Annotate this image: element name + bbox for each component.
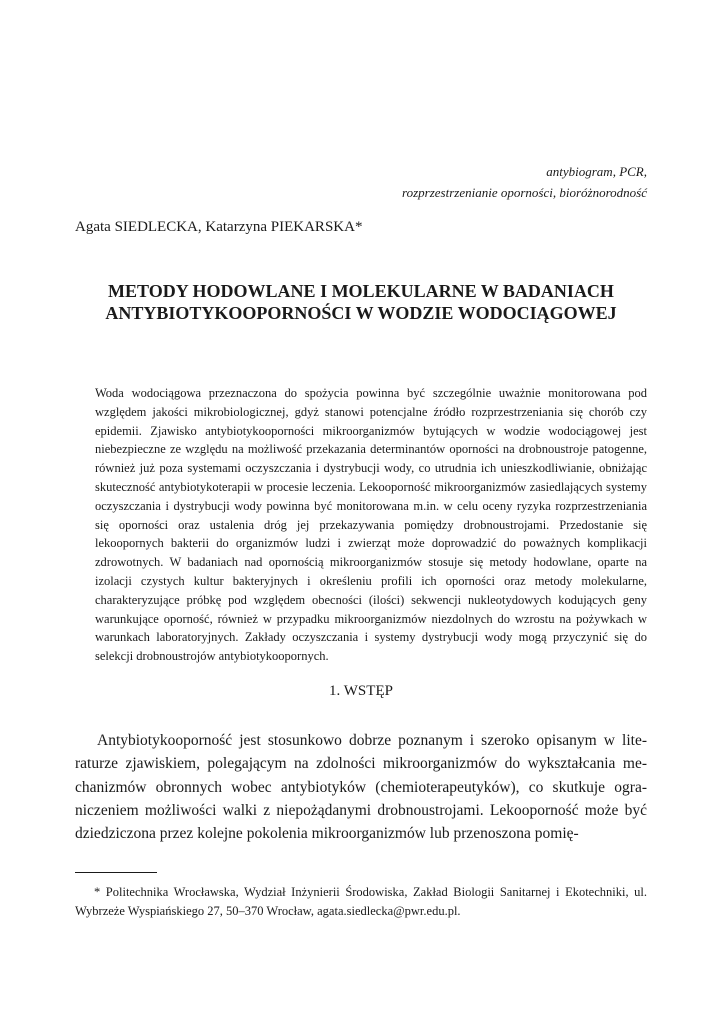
footnote-divider xyxy=(75,872,157,873)
keywords-line-1: antybiogram, PCR, xyxy=(546,164,647,179)
abstract: Woda wodociągowa przeznaczona do spożycia powinna być szczególnie uważnie monitorowana pod względem jakości mikrobiologicznej, gdyż stanowi potencjalne źródło rozprzestrzeniania się chorób czy epidemii. Zjawisko antybiotykooporności mikroorganizmów bytujących w wodzie wodociągowej jest niebezpieczne ze względu na możliwość przekazania determinantów oporności na drobnoustroje patogenne, również już poza systemami oczyszczania i dystrybucji wody, co utrudnia ich unieszkodliwianie, obniżając skuteczność antybiotykoterapii w procesie leczenia. Lekooporność mikroorganizmów zasiedlających systemy oczyszczania i dystrybucji wody powinna być monitorowana m.in. w celu oceny ryzyka rozprzestrzeniania się oporności oraz ustalenia dróg jej przekazywania pomiędzy drobnoustrojami. Przedostanie się lekoopornych bakterii do organizmów ludzi i zwierząt może doprowadzić do poważnych komplikacji zdrowotnych. W badaniach nad opornością mikroorganizmów stosuje się metody hodowlane, oparte na izolacji czystych kultur bakteryjnych i określeniu profili ich oporności oraz metody molekularne, charakteryzujące próbkę pod względem obecności (ilości) sekwencji nukleotydowych kodujących geny warunkujące oporność, również w przypadku mikroorganizmów niezdolnych do wzrostu na pożywkach w warunkach laboratoryjnych. Zakłady oczyszczania i systemy dystrybucji wody mogą przyczynić się do selekcji drobnoustrojów antybiotykoopornych. xyxy=(95,386,647,664)
title-line-1: METODY HODOWLANE I MOLEKULARNE W BADANIACH xyxy=(108,281,614,301)
title-line-2: ANTYBIOTYKOOPORNOŚCI W WODZIE WODOCIĄGOWEJ xyxy=(105,303,617,323)
footnote: * Politechnika Wrocławska, Wydział Inżynierii Środowiska, Zakład Biologii Sanitarnej i Ekotechniki, ul. Wybrzeże Wyspiańskiego 27, 50–370 Wrocław, agata.siedlecka@pwr.edu.pl. xyxy=(75,885,647,918)
body-paragraph: Antybiotykooporność jest stosunkowo dobrze poznanym i szeroko opisanym w literaturze zjawiskiem, polegającym na zdolności mikroorganizmów do wykształcania mechanizmów obronnych wobec antybiotyków (chemioterapeutyków), co skutkuje ograniczeniem możliwości walki z niepożądanymi drobnoustrojami. Lekooporność może być dziedziczona przez kolejne pokolenia mikroorganizmów lub przenoszona pomię- xyxy=(75,732,647,843)
paper-title xyxy=(60,280,662,324)
keywords xyxy=(402,161,647,203)
section-heading: 1. WSTĘP xyxy=(329,683,393,699)
keywords-line-2: rozprzestrzenianie oporności, bioróżnorodność xyxy=(402,185,647,200)
authors: Agata SIEDLECKA, Katarzyna PIEKARSKA* xyxy=(75,219,363,235)
